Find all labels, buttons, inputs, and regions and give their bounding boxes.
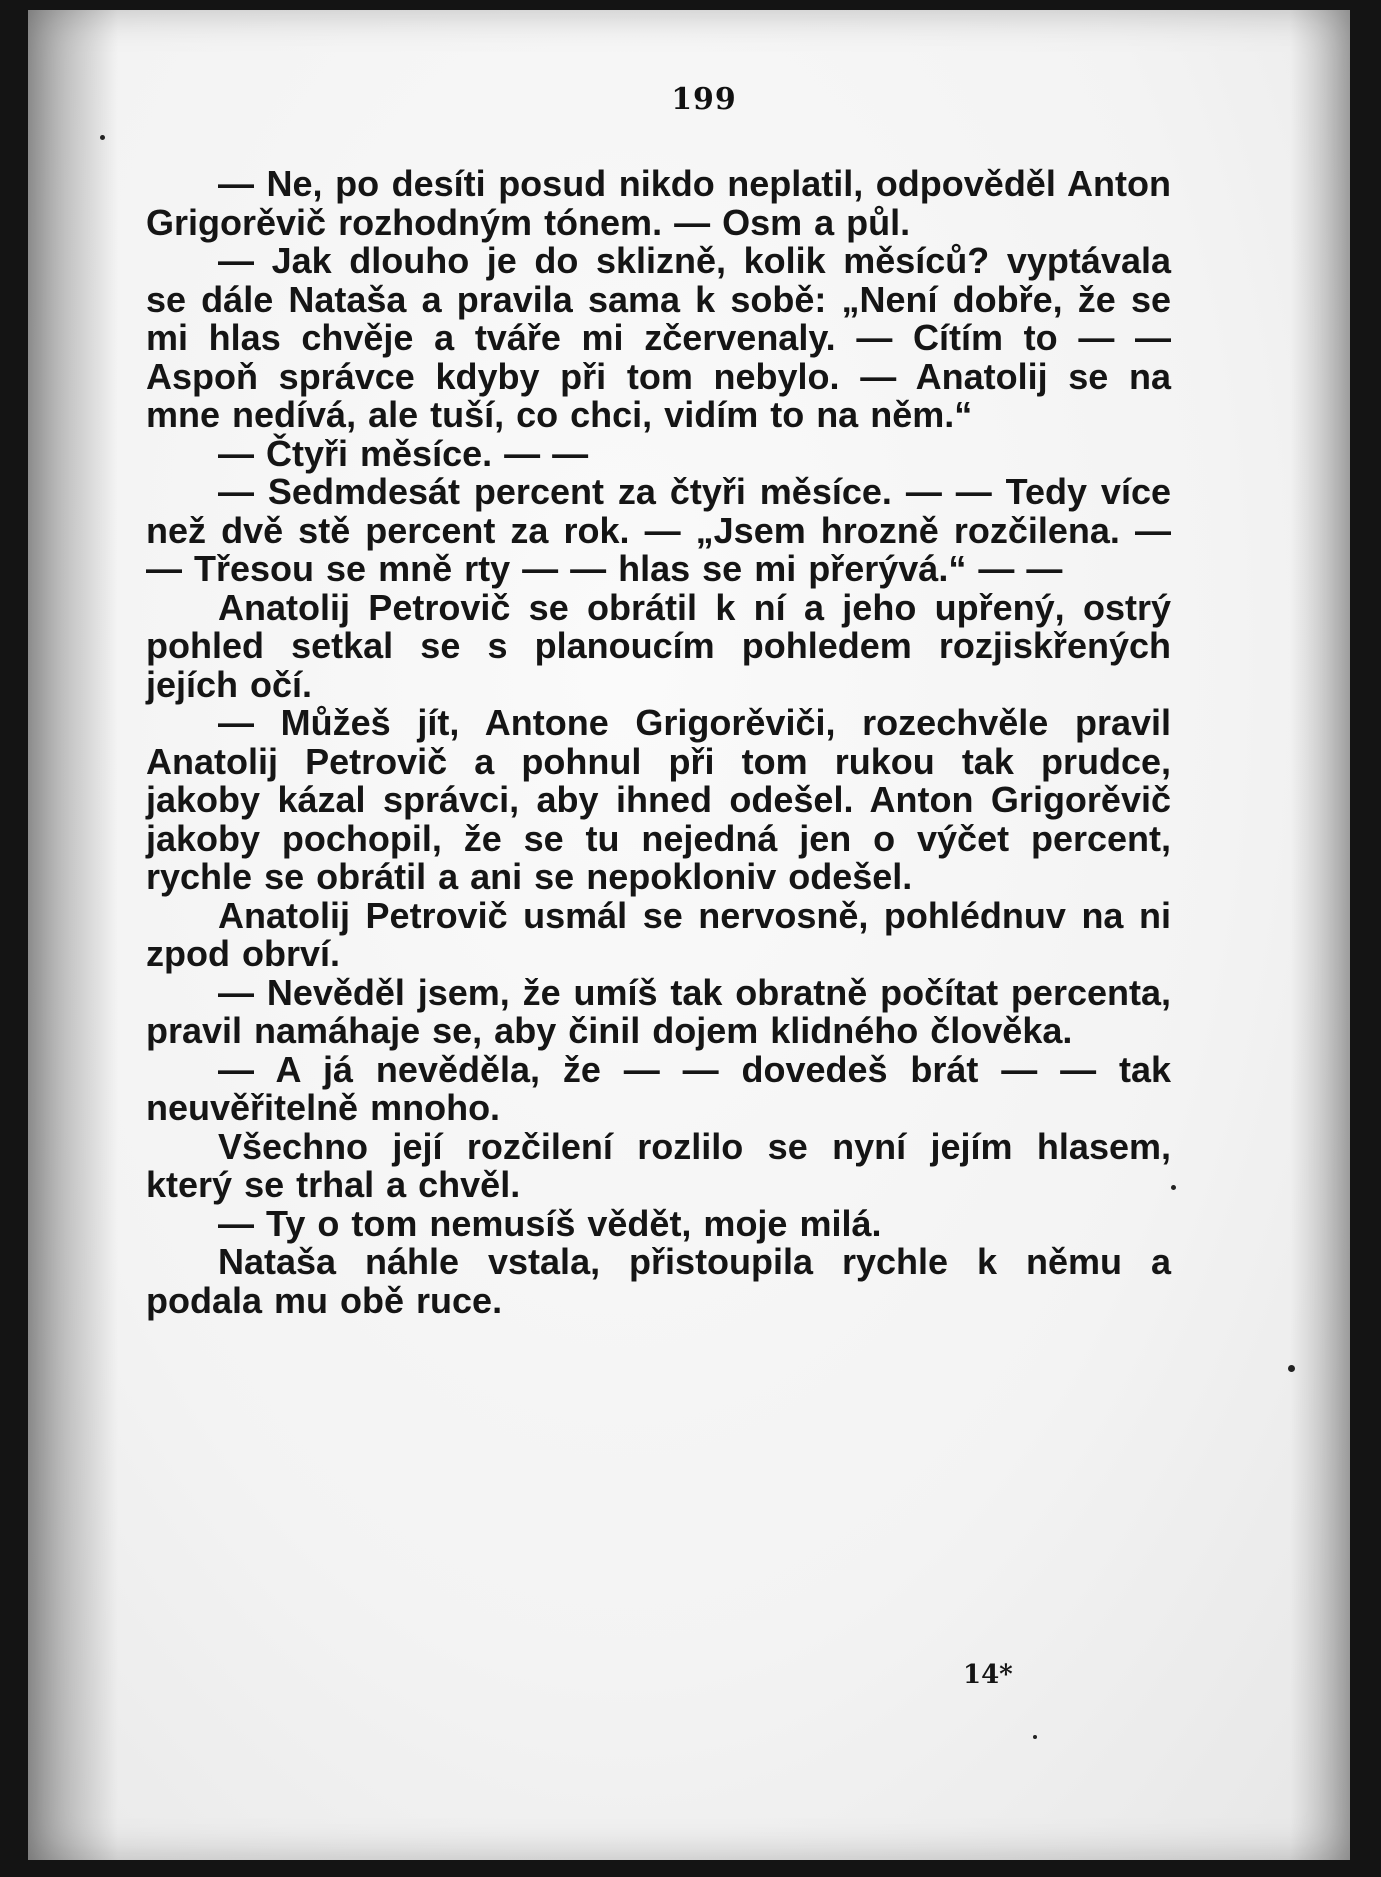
- dust-speck: [1033, 1735, 1037, 1739]
- binding-shadow: [28, 10, 118, 1860]
- printer-signature: 14*: [963, 1660, 1013, 1690]
- paragraph: — Ty o tom nemusíš vědět, moje milá.: [218, 1202, 882, 1244]
- paragraph: — Můžeš jít, Antone Grigorěviči, rozechvěle pravil Anatolij Petrovič a pohnul při tom rukou tak prudce, jakoby kázal správci, aby ihned odešel. Anton Grigorěvič jakoby pochopil, že se tu nejedná jen o výčet percent, rychle se obrátil a ani se nepokloniv odešel.: [146, 702, 1171, 897]
- body-text: [146, 165, 1171, 1320]
- dust-speck: [100, 135, 105, 140]
- edge-shadow: [1290, 10, 1350, 1860]
- paragraph: — Jak dlouho je do sklizně, kolik měsíců? vyptávala se dále Nataša a pravila sama k sobě: „Není dobře, že se mi hlas chvěje a tváře mi zčervenaly. — Cítím to — — Aspoň správce kdyby při tom nebylo. — Anatolij se na mne nedívá, ale tuší, co chci, vidím to na něm.“: [146, 240, 1171, 435]
- paragraph: Anatolij Petrovič usmál se nervosně, pohlédnuv na ni zpod obrví.: [146, 894, 1171, 974]
- dust-speck: [1288, 1365, 1295, 1372]
- paragraph: Anatolij Petrovič se obrátil k ní a jeho upřený, ostrý pohled setkal se s planoucím pohledem rozjiskřených jejích očí.: [146, 586, 1171, 705]
- paragraph: — A já nevěděla, že — — dovedeš brát — — tak neuvěřitelně mnoho.: [146, 1048, 1171, 1128]
- paragraph: — Ne, po desíti posud nikdo neplatil, odpověděl Anton Grigorěvič rozhodným tónem. — Osm a půl.: [146, 163, 1171, 243]
- paragraph: — Čtyři měsíce. — —: [218, 432, 589, 474]
- paragraph: — Sedmdesát percent za čtyři měsíce. — — Tedy více než dvě stě percent za rok. — „Jsem hrozně rozčilena. — — Třesou se mně rty — — hlas se mi přerývá.“ — —: [146, 471, 1171, 589]
- page-number: 199: [671, 82, 737, 117]
- paragraph: — Nevěděl jsem, že umíš tak obratně počítat percenta, pravil namáhaje se, aby činil dojem klidného člověka.: [146, 971, 1171, 1051]
- paragraph: Všechno její rozčilení rozlilo se nyní jejím hlasem, který se trhal a chvěl.: [146, 1125, 1171, 1205]
- dust-speck: [1171, 1185, 1176, 1190]
- book-page: [28, 10, 1350, 1860]
- paragraph: Nataša náhle vstala, přistoupila rychle k němu a podala mu obě ruce.: [146, 1241, 1171, 1321]
